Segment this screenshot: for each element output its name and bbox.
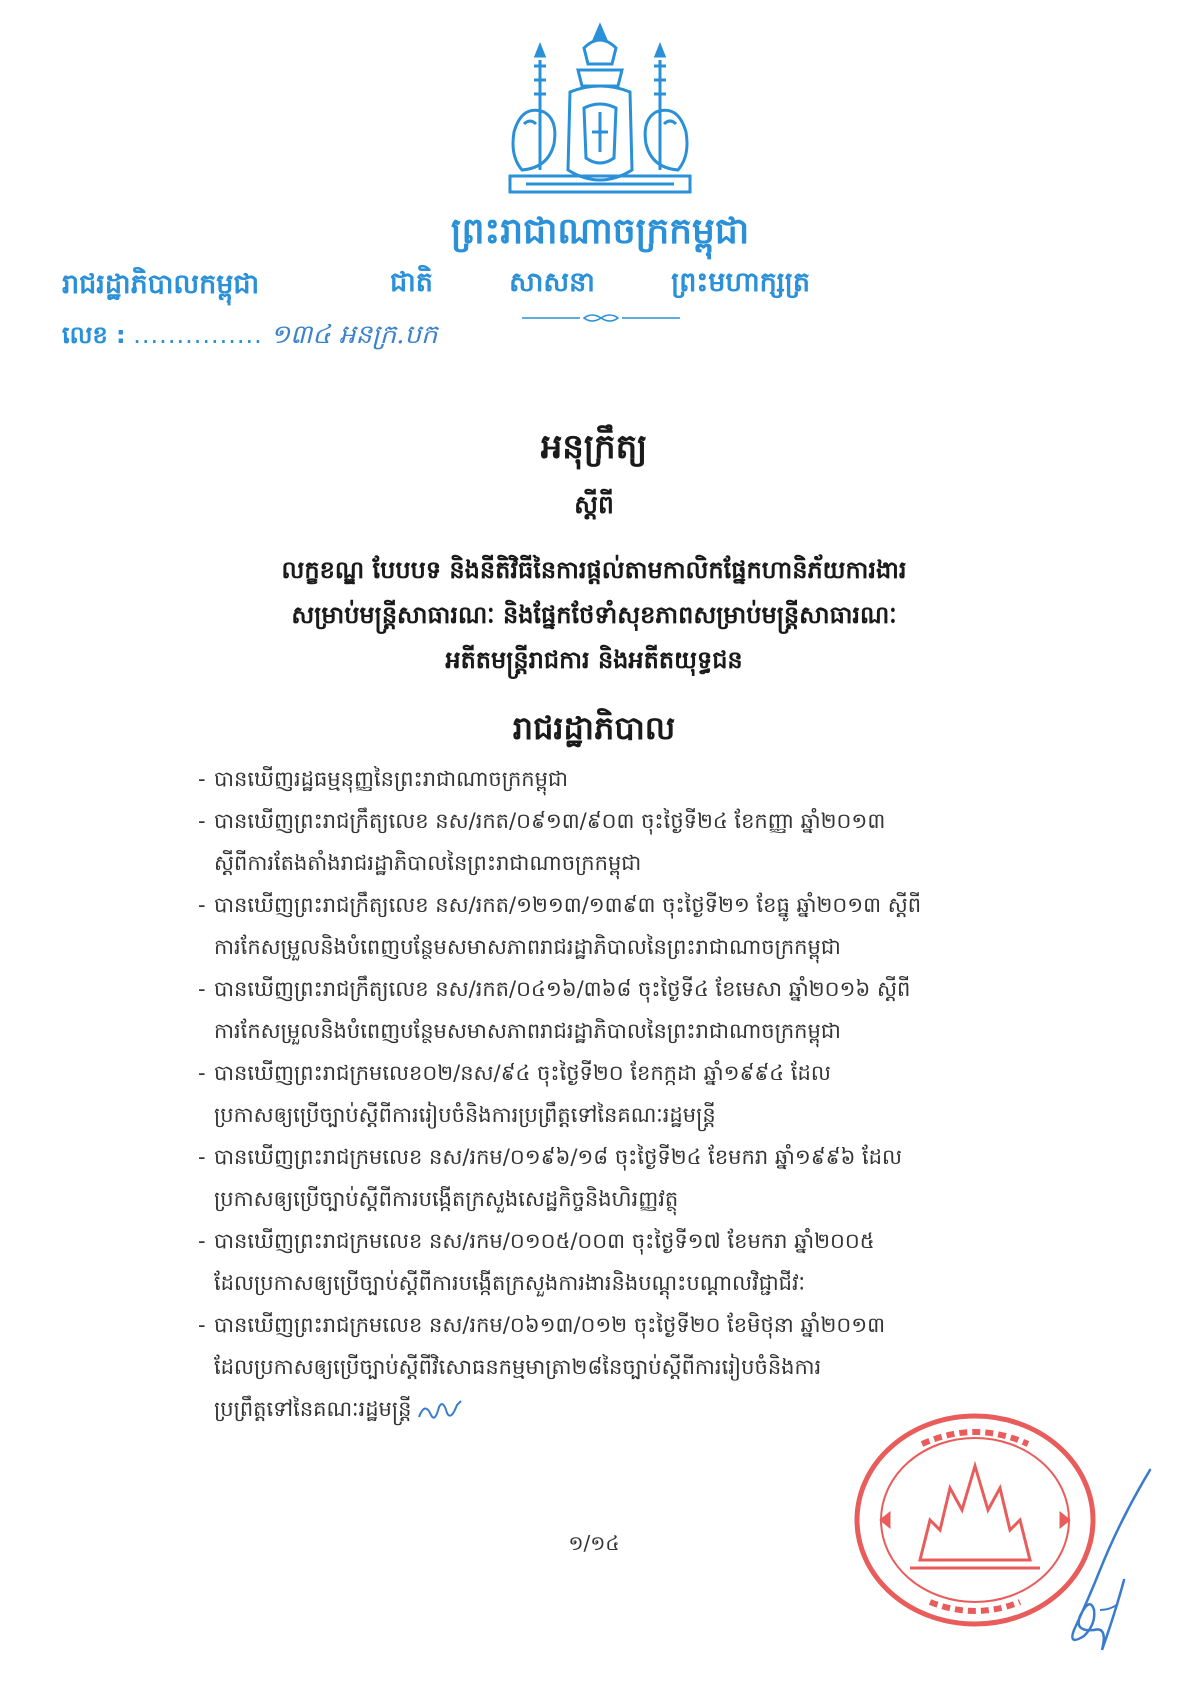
kingdom-name: ព្រះរាជាណាចក្រកម្ពុជា	[450, 211, 750, 252]
subject-line: អតីតមន្ត្រីរាជការ និងអតីតយុទ្ធជន	[445, 646, 743, 674]
subject-line: លក្ខខណ្ឌ បែបបទ និងនីតិវិធីនៃការផ្តល់តាមកាលិកផ្នែកហានិភ័យការងារ	[281, 556, 907, 584]
reference-item: - បានឃើញព្រះរាជក្រមលេខ នស/រកម/០១០៥/០០៣ ចុះថ្ងៃទី១៧ ខែមករា ឆ្នាំ២០០៥ ដែលប្រកាសឲ្យប្រើច្បាប់ស្តីពីការបង្កើតក្រសួងការងារនិងបណ្តុះបណ្តាលវិជ្ជាជីវៈ	[198, 1220, 1058, 1304]
motto-king: ព្រះមហាក្សត្រ	[671, 267, 810, 298]
motto-religion: សាសនា	[509, 267, 595, 298]
document-number-dots: ...............	[133, 321, 263, 349]
document-subject	[150, 548, 1038, 683]
reference-item: - បានឃើញព្រះរាជក្រឹត្យលេខ នស/រកត/០៤១៦/៣៦៨ ចុះថ្ងៃទី៤ ខែមេសា ឆ្នាំ២០១៦ ស្តីពី ការកែសម្រួលនិងបំពេញបន្ថែមសមាសភាពរាជរដ្ឋាភិបាលនៃព្រះរាជាណាចក្រកម្ពុជា	[198, 968, 1058, 1052]
reference-item: - បានឃើញព្រះរាជក្រមលេខ នស/រកម/០១៩៦/១៨ ចុះថ្ងៃទី២៤ ខែមករា ឆ្នាំ១៩៩៦ ដែល ប្រកាសឲ្យប្រើច្បាប់ស្តីពីការបង្កើតក្រសួងសេដ្ឋកិច្ចនិងហិរញ្ញវត្ថុ	[198, 1136, 1058, 1220]
document-type: អនុក្រឹត្យ	[540, 427, 648, 467]
motto-nation: ជាតិ	[390, 267, 433, 298]
national-motto	[390, 266, 810, 305]
reference-item: - បានឃើញព្រះរាជក្រឹត្យលេខ នស/រកត/០៩១៣/៩០៣ ចុះថ្ងៃទី២៤ ខែកញ្ញា ឆ្នាំ២០១៣ ស្តីពីការតែងតាំងរាជរដ្ឋាភិបាលនៃព្រះរាជាណាចក្រកម្ពុជា	[198, 800, 1058, 884]
royal-emblem	[500, 20, 700, 206]
document-about: ស្តីពី	[574, 490, 614, 519]
document-number-label: លេខ :	[62, 321, 126, 349]
document-number	[62, 318, 437, 356]
subject-line: សម្រាប់មន្ត្រីសាធារណៈ និងផ្នែកថែទាំសុខភាពសម្រាប់មន្ត្រីសាធារណៈ	[291, 601, 897, 629]
reference-item: - បានឃើញព្រះរាជក្រមលេខ០២/នស/៩៤ ចុះថ្ងៃទី២០ ខែកក្កដា ឆ្នាំ១៩៩៤ ដែល ប្រកាសឲ្យប្រើច្បាប់ស្តីពីការរៀបចំនិងការប្រព្រឹត្តទៅនៃគណៈរដ្ឋមន្ត្រី	[198, 1052, 1058, 1136]
government-name: រាជរដ្ឋាភិបាលកម្ពុជា	[62, 269, 260, 300]
ornament-divider	[522, 312, 680, 324]
signature	[1040, 1460, 1160, 1660]
legal-references	[198, 758, 1058, 1430]
document-number-value: ១៣៤ អនក្រ.បក	[270, 320, 438, 350]
reference-item: - បានឃើញរដ្ឋធម្មនុញ្ញនៃព្រះរាជាណាចក្រកម្ពុជា	[198, 758, 1058, 800]
reference-item: - បានឃើញព្រះរាជក្រមលេខ នស/រកម/០៦១៣/០១២ ចុះថ្ងៃទី២០ ខែមិថុនា ឆ្នាំ២០១៣ ដែលប្រកាសឲ្យប្រើច្បាប់ស្តីពីវិសោធនកម្មមាត្រា២៨នៃច្បាប់ស្តីពីការរៀបចំនិងការ ប្រព្រឹត្តទៅនៃគណៈរដ្ឋមន្ត្រី	[198, 1304, 1058, 1430]
issuer-heading: រាជរដ្ឋាភិបាល	[512, 709, 676, 747]
page-number: ១/១៤	[568, 1531, 620, 1555]
reference-item: - បានឃើញព្រះរាជក្រឹត្យលេខ នស/រកត/១២១៣/១៣៩៣ ចុះថ្ងៃទី២១ ខែធ្នូ ឆ្នាំ២០១៣ ស្តីពី ការកែសម្រួលនិងបំពេញបន្ថែមសមាសភាពរាជរដ្ឋាភិបាលនៃព្រះរាជាណាចក្រកម្ពុជា	[198, 884, 1058, 968]
handwritten-initials	[417, 1397, 463, 1423]
